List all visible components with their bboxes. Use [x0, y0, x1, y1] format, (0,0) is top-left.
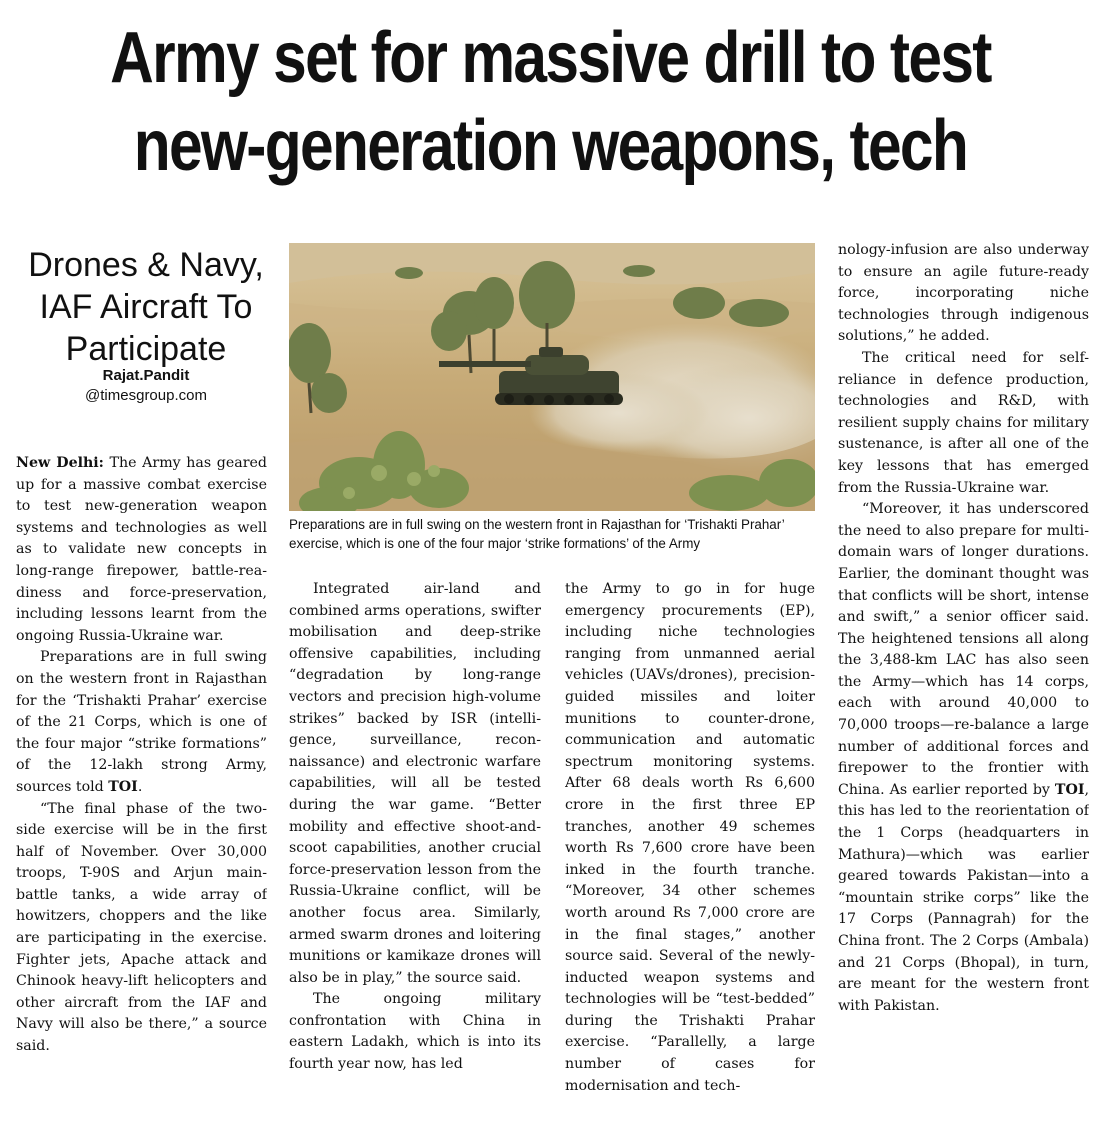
article-column-3 [565, 579, 815, 1129]
paragraph-text: nology-infusion are also underway to ensure an agile future-ready force, incorporating niche technologies through indigenous solutions,” he added. [838, 242, 1089, 345]
toi-mention: TOI [1054, 781, 1085, 798]
paragraph-text: “Moreover, it has underscored the need to also prepare for multi-domain wars of longer durations. Earlier, the dominant thought was that conflicts will be short, intense and swift,” a senior officer said. The heightened tensions all along the 3,488-km LAC has also seen the Army—which has 14 corps, each with around 40,000 to 70,000 troops—re-balance a large number of additional forces and firepower to the frontier with China. As earlier reported by [838, 501, 1089, 798]
toi-mention: TOI [108, 778, 138, 795]
article-column-1 [16, 453, 267, 1129]
headline-line-2: new-generation weapons, tech [133, 106, 968, 186]
paragraph [16, 453, 267, 647]
article-column-2 [289, 579, 541, 1129]
article-photo [289, 243, 815, 511]
byline [16, 366, 276, 406]
desert-tank-photo [289, 243, 815, 511]
paragraph-text: , this has led to the reorientation of the 1 Corps (headquarters in Mathura)—which was earlier geared towards Pakistan—into a “mountain strike corps” like the 17 Corps (Pannagrah) for the China front. The 2 Corps (Ambala) and 21 Corps (Bhopal), in turn, are meant for the western front with Pakistan. [838, 781, 1089, 1014]
headline [88, 14, 1013, 190]
paragraph-text: The Army has geared up for a massive combat exercise to test new-generation weapon systems and technologies as well as to validate new concepts in long-range firepower, battle-readiness and force-preservation, including lessons learnt from the ongoing Russia-Ukraine war. [16, 455, 267, 644]
punctuation: . [137, 778, 143, 795]
headline-line-1: Army set for massive drill to test [110, 18, 991, 98]
paragraph-text: Preparations are in full swing on the western front in Rajasthan for the ‘Trishakti Prahar’ exercise of the 21 Corps, which is one of the four major “strike formations” of the 12-lakh strong Army, sources told [16, 649, 267, 795]
paragraph-text: “The final phase of the two-side exercise will be in the first half of November. Over 30,000 troops, T-90S and Arjun main-battle tanks, a wide array of howitzers, choppers and the like are participating in the exercise. Fighter jets, Apache attack and Chinook heavy-lift helicopters and other aircraft from the IAF and Navy will also be there,” a source said. [16, 800, 267, 1055]
paragraph-text: The critical need for self-reliance in defence production, technologies and R&D, with resilient supply chains for military sustenance, is after all one of the key lessons that has emerged from the Russia-Ukraine war. [838, 349, 1089, 496]
author-email: @timesgroup.com [85, 387, 207, 404]
paragraph-text: the Army to go in for huge emergency procurements (EP), including niche technologies ranging from unmanned aerial vehicles (UAVs/drones), precision-guided missiles and loiter munitions to counter-drone, communication and automatic spectrum monitoring systems. After 68 deals worth Rs 6,600 crore in the first three EP tranches, another 49 schemes worth Rs 7,600 crore have been inked in the fourth tranche. “Moreover, 34 other schemes worth around Rs 7,000 crore are in the final stages,” another source said. Several of the newly-inducted weapon systems and technologies will be “test-bedded” during the Trishakti Prahar exercise. “Parallelly, a large number of cases for modernisation and tech- [565, 581, 815, 1094]
dateline: New Delhi: [16, 455, 104, 471]
paragraph [838, 499, 1089, 1017]
paragraph-text: Integrated air-land and combined arms operations, swifter mobilisation and deep-strike offensive capabilities, including “degradation by long-range vectors and precision high-volume strikes” backed by ISR (intelligence, surveillance, reconnaissance) and electronic warfare capabilities, will all be tested during the war game. “Better mobility and effective shoot-and-scoot capabilities, another crucial force-preservation lesson from the Russia-Ukraine conflict, will be another focus area. Similarly, armed swarm drones and loitering munitions or kamikaze drones will also be in play,” the source said. [289, 581, 541, 986]
paragraph-text: The ongoing military confrontation with China in eastern Ladakh, which is into its fourth year now, has led [289, 991, 541, 1073]
photo-caption: Preparations are in full swing on the western front in Rajasthan for ‘Trishakti Prahar’ exercise, which is one of the four major ‘strike formations’ of the Army [289, 517, 785, 551]
author-name: Rajat.Pandit [102, 367, 190, 384]
subheadline: Drones & Navy, IAF Aircraft To Participate [28, 246, 264, 368]
paragraph [16, 647, 267, 798]
article-column-4 [838, 240, 1089, 1129]
